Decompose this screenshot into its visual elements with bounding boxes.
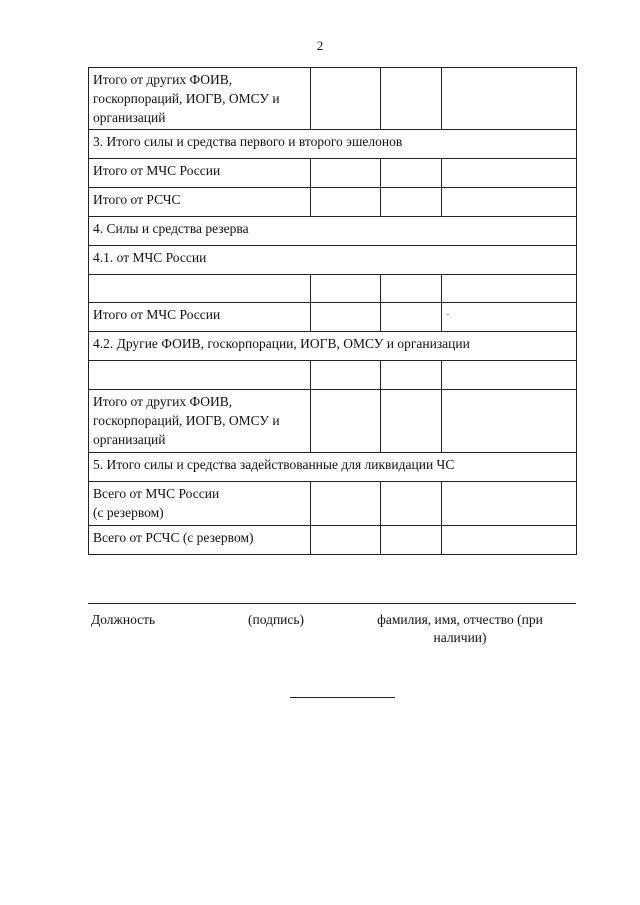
row-label: Итого от МЧС России bbox=[89, 303, 311, 332]
table-cell bbox=[311, 275, 381, 303]
forces-table bbox=[88, 67, 577, 555]
table-cell bbox=[311, 361, 381, 390]
table-cell bbox=[442, 361, 577, 390]
row-label: Итого от других ФОИВ, госкорпораций, ИОГВ, ОМСУ и организаций bbox=[89, 68, 311, 130]
table-row bbox=[89, 188, 577, 217]
row-label: Итого от других ФОИВ, госкорпораций, ИОГВ, ОМСУ и организаций bbox=[89, 390, 311, 453]
section-row bbox=[89, 332, 577, 361]
table-cell bbox=[89, 361, 311, 390]
table-cell bbox=[311, 390, 381, 453]
table-row bbox=[89, 526, 577, 555]
subsection-heading: 4.2. Другие ФОИВ, госкорпорации, ИОГВ, ОМСУ и организации bbox=[89, 332, 577, 361]
table-cell bbox=[381, 482, 442, 526]
table-cell bbox=[442, 159, 577, 188]
signature-label: (подпись) bbox=[248, 612, 305, 627]
table-cell bbox=[381, 390, 442, 453]
row-label: Всего от РСЧС (с резервом) bbox=[89, 526, 311, 555]
table-cell bbox=[311, 159, 381, 188]
section-heading: 3. Итого силы и средства первого и второго эшелонов bbox=[89, 130, 577, 159]
table-cell bbox=[442, 526, 577, 555]
section-row bbox=[89, 217, 577, 246]
table-cell bbox=[381, 526, 442, 555]
section-heading: 5. Итого силы и средства задействованные для ликвидации ЧС bbox=[89, 453, 577, 482]
table-row bbox=[89, 68, 577, 130]
table-cell bbox=[381, 188, 442, 217]
table-row bbox=[89, 361, 577, 390]
table-cell bbox=[311, 68, 381, 130]
table-cell bbox=[381, 361, 442, 390]
table-cell bbox=[442, 390, 577, 453]
table-cell bbox=[442, 68, 577, 130]
table-row bbox=[89, 159, 577, 188]
end-line bbox=[290, 697, 395, 698]
section-heading: 4. Силы и средства резерва bbox=[89, 217, 577, 246]
signature-line bbox=[88, 603, 576, 604]
table-cell bbox=[442, 275, 577, 303]
table-cell bbox=[311, 188, 381, 217]
table-cell bbox=[89, 275, 311, 303]
table-cell bbox=[442, 482, 577, 526]
row-label: Итого от РСЧС bbox=[89, 188, 311, 217]
table-row bbox=[89, 275, 577, 303]
table-row bbox=[89, 303, 577, 332]
section-row bbox=[89, 246, 577, 275]
page-number: 2 bbox=[316, 38, 324, 53]
full-name-label: фамилия, имя, отчество (при наличии) bbox=[377, 612, 543, 645]
section-row bbox=[89, 130, 577, 159]
table-cell bbox=[311, 303, 381, 332]
row-label: Итого от МЧС России bbox=[89, 159, 311, 188]
position-label: Должность bbox=[91, 612, 156, 627]
table-cell bbox=[381, 68, 442, 130]
table-row bbox=[89, 390, 577, 453]
row-label: Всего от МЧС России (с резервом) bbox=[89, 482, 311, 526]
table-cell bbox=[381, 159, 442, 188]
table-cell bbox=[311, 526, 381, 555]
table-cell bbox=[442, 188, 577, 217]
subsection-heading: 4.1. от МЧС России bbox=[89, 246, 577, 275]
table-cell bbox=[381, 275, 442, 303]
table-cell bbox=[311, 482, 381, 526]
section-row bbox=[89, 453, 577, 482]
table-row bbox=[89, 482, 577, 526]
table-cell bbox=[381, 303, 442, 332]
dash-mark: - bbox=[442, 303, 577, 332]
